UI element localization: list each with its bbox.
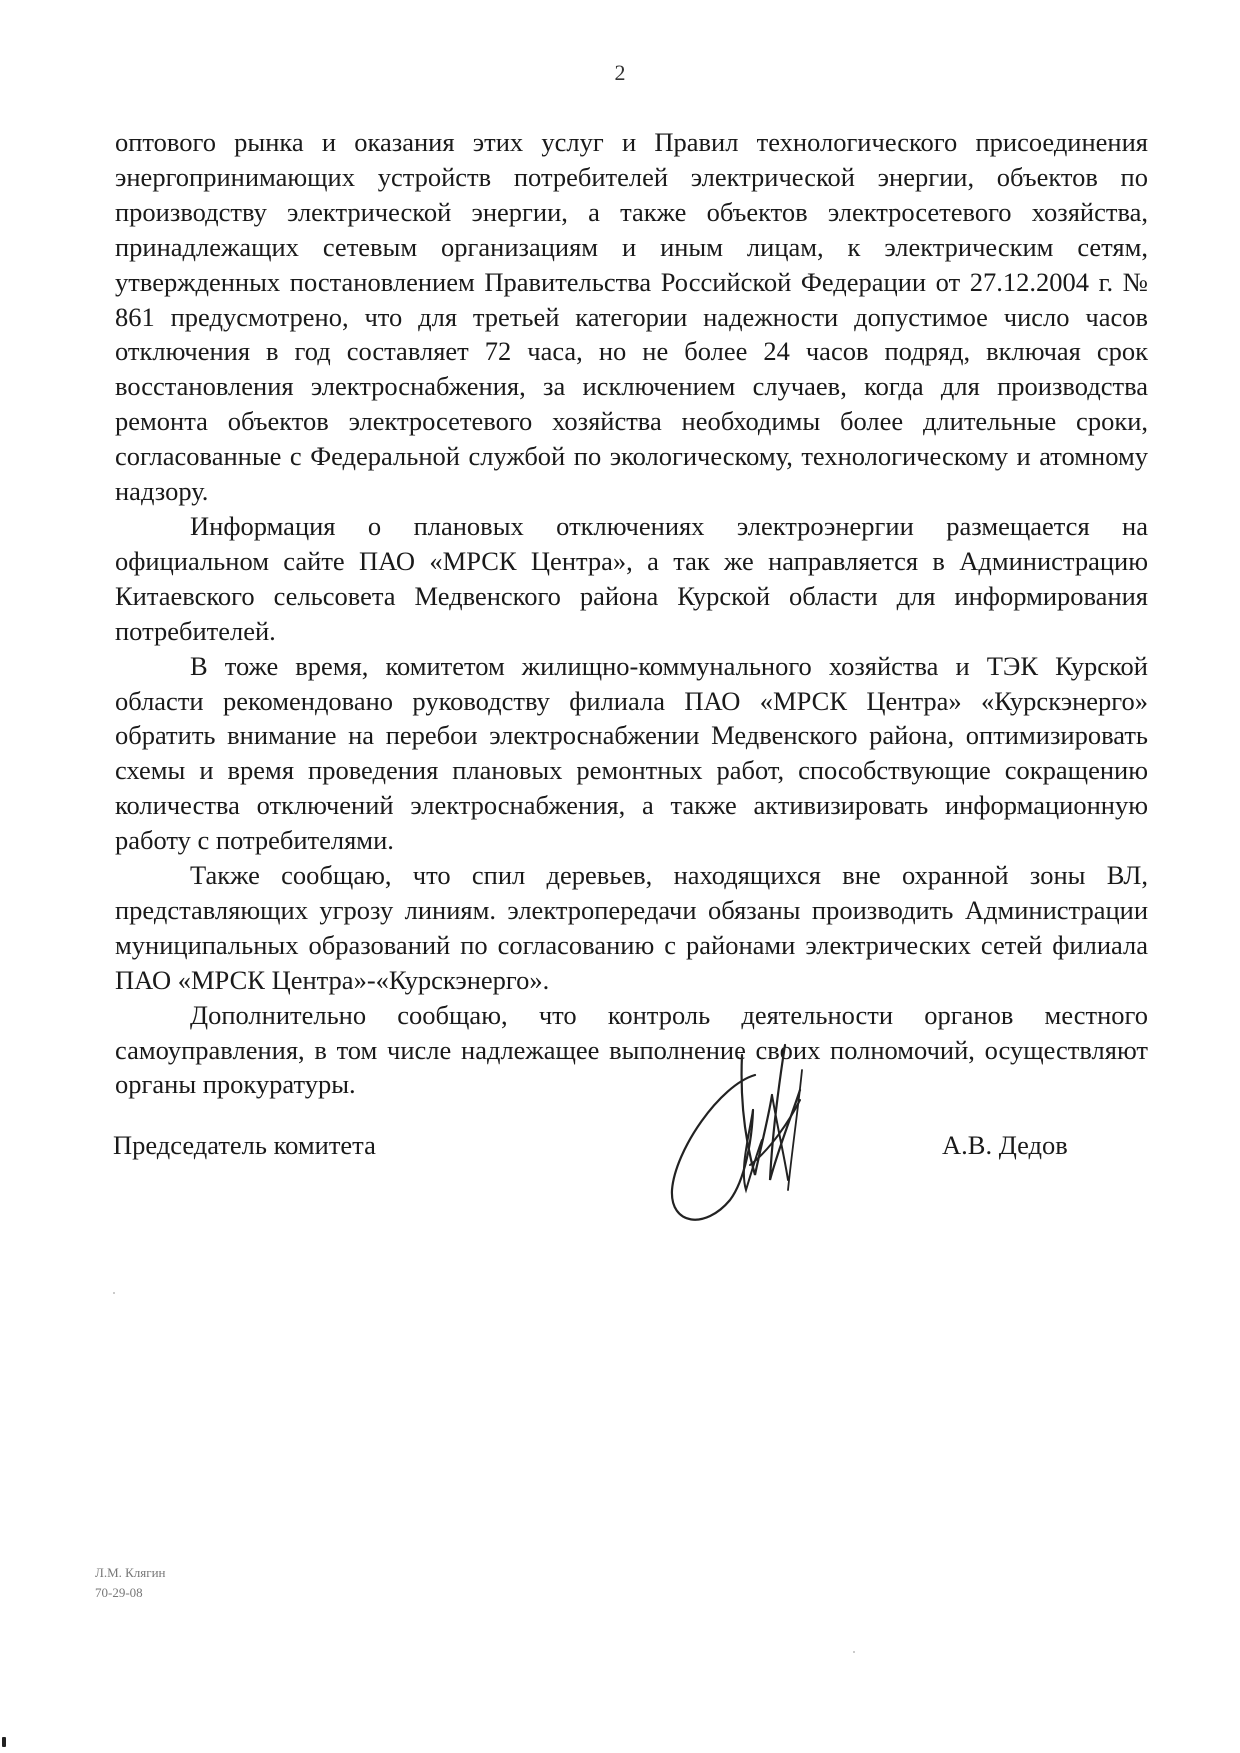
- scan-speck: [853, 1651, 855, 1653]
- scan-speck: [2, 1737, 6, 1747]
- scan-speck: [113, 1292, 115, 1294]
- page-number: 2: [614, 60, 626, 85]
- signature-block: [0, 1130, 1240, 1170]
- paragraph: Дополнительно сообщаю, что контроль деятельности органов местного самоуправления, в том числе надлежащее выполнение своих полномочий, осуществляют органы прокуратуры.: [115, 999, 1148, 1100]
- executor-info: [95, 1563, 166, 1603]
- paragraph: Информация о плановых отключениях электроэнергии размещается на официальном сайте ПАО «МРСК Центра», а так же направляется в Администрацию Китаевского сельсовета Медвенского района Курской области для информирования потребителей.: [115, 510, 1148, 646]
- signer-position: Председатель комитета: [113, 1130, 376, 1160]
- executor-name: Л.М. Клягин: [95, 1565, 166, 1580]
- paragraph: оптового рынка и оказания этих услуг и Правил технологического присоединения энергопринимающих устройств потребителей электрической энергии, объектов по производству электрической энергии, а также объектов электросетевого хозяйства, принадлежащих сетевым организациям и иным лицам, к электрическим сетям, утвержденных постановлением Правительства Российской Федерации от 27.12.2004 г. № 861 предусмотрено, что для третьей категории надежности допустимое число часов отключения в год составляет 72 часа, но не более 24 часов подряд, включая срок восстановления электроснабжения, за исключением случаев, когда для производства ремонта объектов электросетевого хозяйства необходимы более длительные сроки, согласованные с Федеральной службой по экологическому, технологическому и атомному надзору.: [115, 127, 1148, 507]
- executor-phone: 70-29-08: [95, 1585, 143, 1600]
- letter-body: [115, 125, 1148, 1102]
- paragraph: Также сообщаю, что спил деревьев, находящихся вне охранной зоны ВЛ, представляющих угрозу линиям. электропередачи обязаны производить Администрации муниципальных образований по согласованию с районами электрических сетей филиала ПАО «МРСК Центра»-«Курскэнерго».: [115, 860, 1148, 995]
- signer-name: А.В. Дедов: [942, 1130, 1068, 1160]
- paragraph: В тоже время, комитетом жилищно-коммунального хозяйства и ТЭК Курской области рекомендовано руководству филиала ПАО «МРСК Центра» «Курскэнерго» обратить внимание на перебои электроснабжении Медвенского района, оптимизировать схемы и время проведения плановых ремонтных работ, способствующие сокращению количества отключений электроснабжения, а также активизировать информационную работу с потребителями.: [115, 650, 1148, 856]
